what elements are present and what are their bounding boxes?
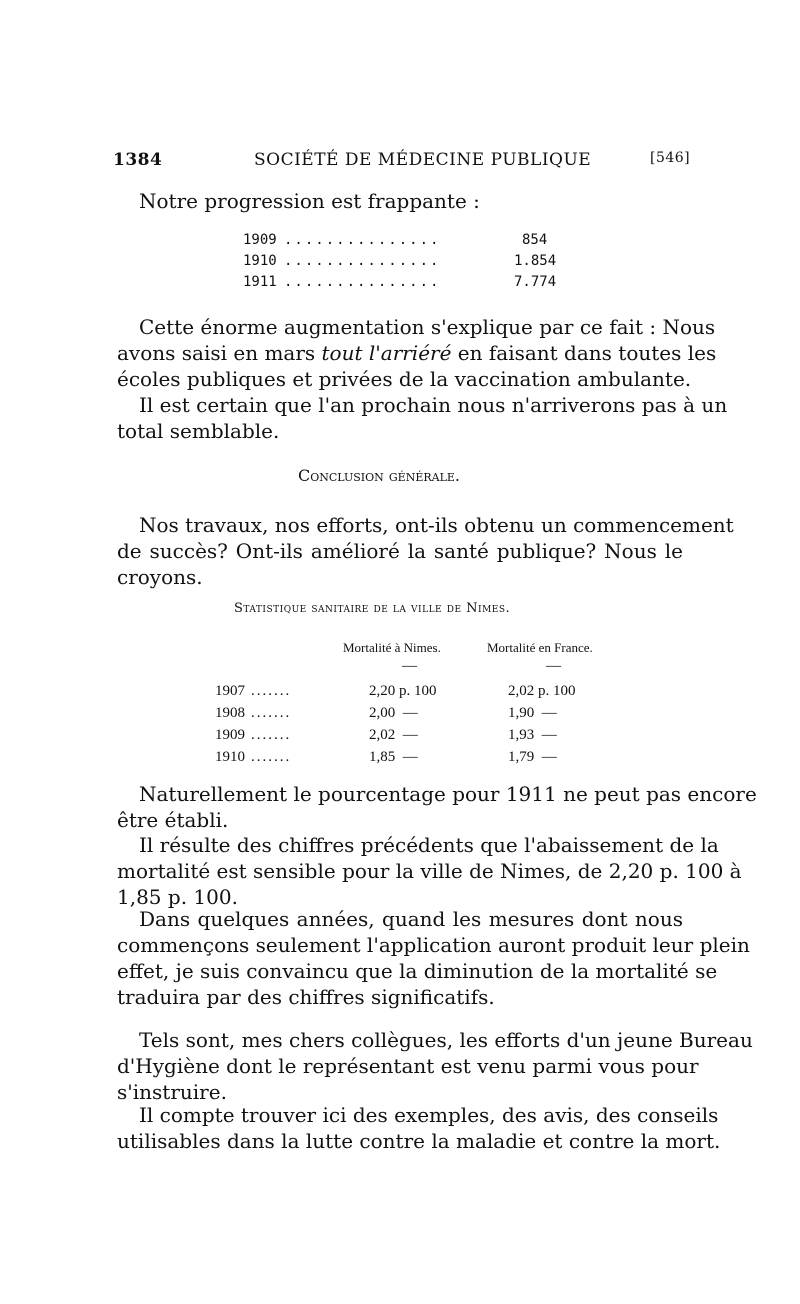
table-cell-france: 1,90 — xyxy=(508,705,557,721)
page-number: 1384 xyxy=(113,150,163,170)
table-row-year: 1908 xyxy=(215,705,245,721)
paragraph-augmentation: Cette énorme augmentation s'explique par ce fait : Nous avons saisi en mars tout l'arriéré en faisant dans toutes les écoles publiques et privées de la vaccination ambulante. xyxy=(117,315,717,391)
progression-value-1911: 7.774 xyxy=(514,274,557,290)
progression-value-1909: 854 xyxy=(522,232,548,248)
column-header-nimes: Mortalité à Nimes. xyxy=(343,640,441,655)
table-cell-france: 2,02 p. 100 xyxy=(508,683,576,699)
progression-value-1910: 1.854 xyxy=(514,253,557,269)
paragraph-conclusion: Nos travaux, nos efforts, ont-ils obtenu un commencement de succès? Ont-ils amélioré la santé publique? Nous le croyons. xyxy=(117,513,734,589)
paragraph-annees: Dans quelques années, quand les mesures dont nous commençons seulement l'application auront produit leur plein effet, je suis convaincu que la diminution de la mortalité se traduira par des chiffres significatifs. xyxy=(117,907,750,1009)
italic-phrase: tout l'arriéré xyxy=(321,341,452,365)
table-cell-nimes: 2,02 — xyxy=(369,727,418,743)
progression-year-1909: 1909 xyxy=(243,232,277,248)
paragraph-resultat: Il résulte des chiffres précédents que l'abaissement de la mortalité est sensible pour la ville de Nimes, de 2,20 p. 100 à 1,85 p. 100. xyxy=(117,833,742,909)
table-row-year: 1907 xyxy=(215,683,245,699)
table-cell-france: 1,93 — xyxy=(508,727,557,743)
progression-year-1911: 1911 xyxy=(243,274,277,290)
table-title: Statistique sanitaire de la ville de Nimes. xyxy=(234,601,511,616)
column-dash: — xyxy=(546,658,561,674)
table-row-year: 1910 xyxy=(215,749,245,765)
paragraph-efforts: Tels sont, mes chers collègues, les efforts d'un jeune Bureau d'Hygiène dont le représentant est venu parmi vous pour s'instruire. xyxy=(117,1028,753,1104)
leader-dots: ....... xyxy=(251,727,292,743)
running-title: SOCIÉTÉ DE MÉDECINE PUBLIQUE xyxy=(254,150,592,170)
leader-dots: ....... xyxy=(251,683,292,699)
table-cell-france: 1,79 — xyxy=(508,749,557,765)
paragraph-compte: Il compte trouver ici des exemples, des avis, des conseils utilisables dans la lutte contre la maladie et contre la mort. xyxy=(117,1103,721,1153)
page-reference: [546] xyxy=(650,150,691,166)
intro-paragraph: Notre progression est frappante : xyxy=(139,189,480,213)
leader-dots: ....... xyxy=(251,749,292,765)
progression-year-1910: 1910 xyxy=(243,253,277,269)
table-cell-nimes: 1,85 — xyxy=(369,749,418,765)
table-cell-nimes: 2,00 — xyxy=(369,705,418,721)
column-dash: — xyxy=(402,658,417,674)
table-cell-nimes: 2,20 p. 100 xyxy=(369,683,437,699)
paragraph-pourcentage: Naturellement le pourcentage pour 1911 ne peut pas encore être établi. xyxy=(117,782,757,832)
leader-dots: ............... xyxy=(284,232,441,248)
leader-dots: ............... xyxy=(284,253,441,269)
leader-dots: ....... xyxy=(251,705,292,721)
column-header-france: Mortalité en France. xyxy=(487,640,593,655)
leader-dots: ............... xyxy=(284,274,441,290)
table-row-year: 1909 xyxy=(215,727,245,743)
section-heading: Conclusion générale. xyxy=(298,466,461,485)
paragraph-certain: Il est certain que l'an prochain nous n'arriverons pas à un total semblable. xyxy=(117,393,728,443)
